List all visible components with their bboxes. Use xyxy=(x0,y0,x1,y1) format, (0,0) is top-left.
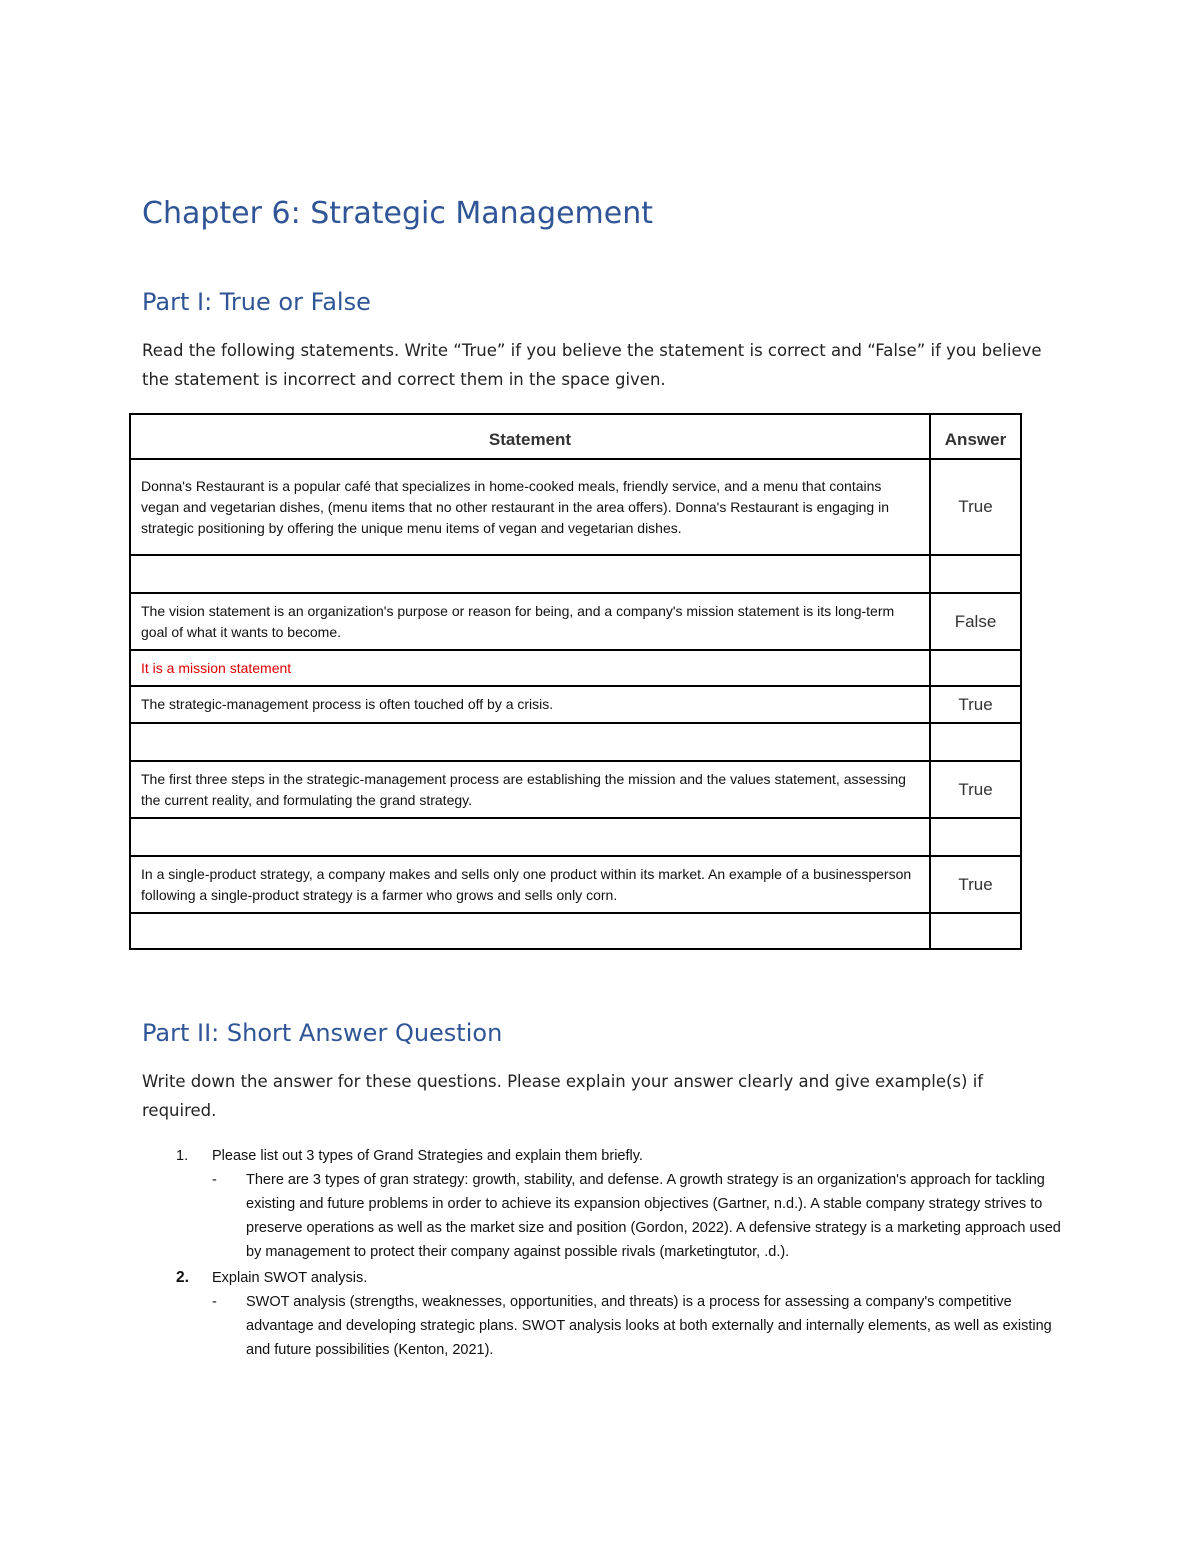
list-item xyxy=(142,1266,1062,1362)
header-statement: Statement xyxy=(130,414,930,459)
correction-row xyxy=(130,913,1021,949)
correction-cell[interactable] xyxy=(130,913,930,949)
part1-instructions: Read the following statements. Write “True” if you believe the statement is correct and “False” if you believe the statement is incorrect and correct them in the space given. xyxy=(142,341,1042,389)
statement-cell: The first three steps in the strategic-management process are establishing the mission and the values statement, assessing the current reality, and formulating the grand strategy. xyxy=(130,761,930,818)
part2-heading: Part II: Short Answer Question xyxy=(142,1019,503,1047)
true-false-table xyxy=(129,413,1022,950)
correction-answer-cell xyxy=(930,650,1021,686)
statement-cell: The strategic-management process is often touched off by a crisis. xyxy=(130,686,930,723)
correction-cell[interactable] xyxy=(130,818,930,856)
answer-cell: False xyxy=(930,593,1021,650)
correction-answer-cell xyxy=(930,913,1021,949)
correction-answer-cell xyxy=(930,818,1021,856)
correction-answer-cell xyxy=(930,555,1021,593)
correction-cell[interactable] xyxy=(130,555,930,593)
question-text: Please list out 3 types of Grand Strategies and explain them briefly. xyxy=(212,1148,643,1164)
header-answer: Answer xyxy=(930,414,1021,459)
table-row xyxy=(130,761,1021,818)
correction-row xyxy=(130,723,1021,761)
question-text: Explain SWOT analysis. xyxy=(212,1270,368,1286)
table-row xyxy=(130,686,1021,723)
question-number: 1. xyxy=(176,1148,189,1164)
correction-cell[interactable] xyxy=(130,723,930,761)
answer-cell: True xyxy=(930,761,1021,818)
answer-item xyxy=(212,1168,1062,1264)
statement-cell: Donna's Restaurant is a popular café that specializes in home-cooked meals, friendly service, and a menu that contains vegan and vegetarian dishes, (menu items that no other restaurant in the area offers). Donna's Restaurant is engaging in strategic positioning by offering the unique menu items of vegan and vegetarian dishes. xyxy=(130,459,930,555)
table-row xyxy=(130,459,1021,555)
chapter-title: Chapter 6: Strategic Management xyxy=(142,196,653,231)
part1-heading: Part I: True or False xyxy=(142,288,371,316)
correction-answer-cell xyxy=(930,723,1021,761)
statement-cell: The vision statement is an organization's purpose or reason for being, and a company's mission statement is its long-term goal of what it wants to become. xyxy=(130,593,930,650)
correction-row xyxy=(130,818,1021,856)
table-row xyxy=(130,593,1021,650)
statement-cell: In a single-product strategy, a company makes and sells only one product within its market. An example of a businessperson following a single-product strategy is a farmer who grows and sells only corn. xyxy=(130,856,930,913)
table-header-row xyxy=(130,414,1021,459)
table-row xyxy=(130,856,1021,913)
correction-row xyxy=(130,555,1021,593)
answer-cell: True xyxy=(930,459,1021,555)
answer-item xyxy=(212,1290,1062,1362)
dash-bullet: - xyxy=(212,1172,217,1188)
answer-cell: True xyxy=(930,856,1021,913)
part2-instructions: Write down the answer for these questions. Please explain your answer clearly and give example(s) if required. xyxy=(142,1072,984,1120)
correction-cell[interactable]: It is a mission statement xyxy=(130,650,930,686)
answer-cell: True xyxy=(930,686,1021,723)
answer-text: There are 3 types of gran strategy: growth, stability, and defense. A growth strategy is an organization's approach for tackling existing and future problems in order to achieve its expansion objectives (Gartner, n.d.). A stable company strategy strives to preserve operations as well as the market size and position (Gordon, 2022). A defensive strategy is a marketing approach used by management to protect their company against possible rivals (marketingtutor, .d.). xyxy=(246,1172,1061,1260)
dash-bullet: - xyxy=(212,1294,217,1310)
answer-text: SWOT analysis (strengths, weaknesses, opportunities, and threats) is a process for assessing a company's competitive advantage and developing strategic plans. SWOT analysis looks at both externally and internally elements, as well as existing and future possibilities (Kenton, 2021). xyxy=(246,1294,1052,1358)
list-item xyxy=(142,1144,1062,1264)
question-list xyxy=(142,1144,1062,1364)
question-number: 2. xyxy=(176,1269,189,1286)
correction-row xyxy=(130,650,1021,686)
